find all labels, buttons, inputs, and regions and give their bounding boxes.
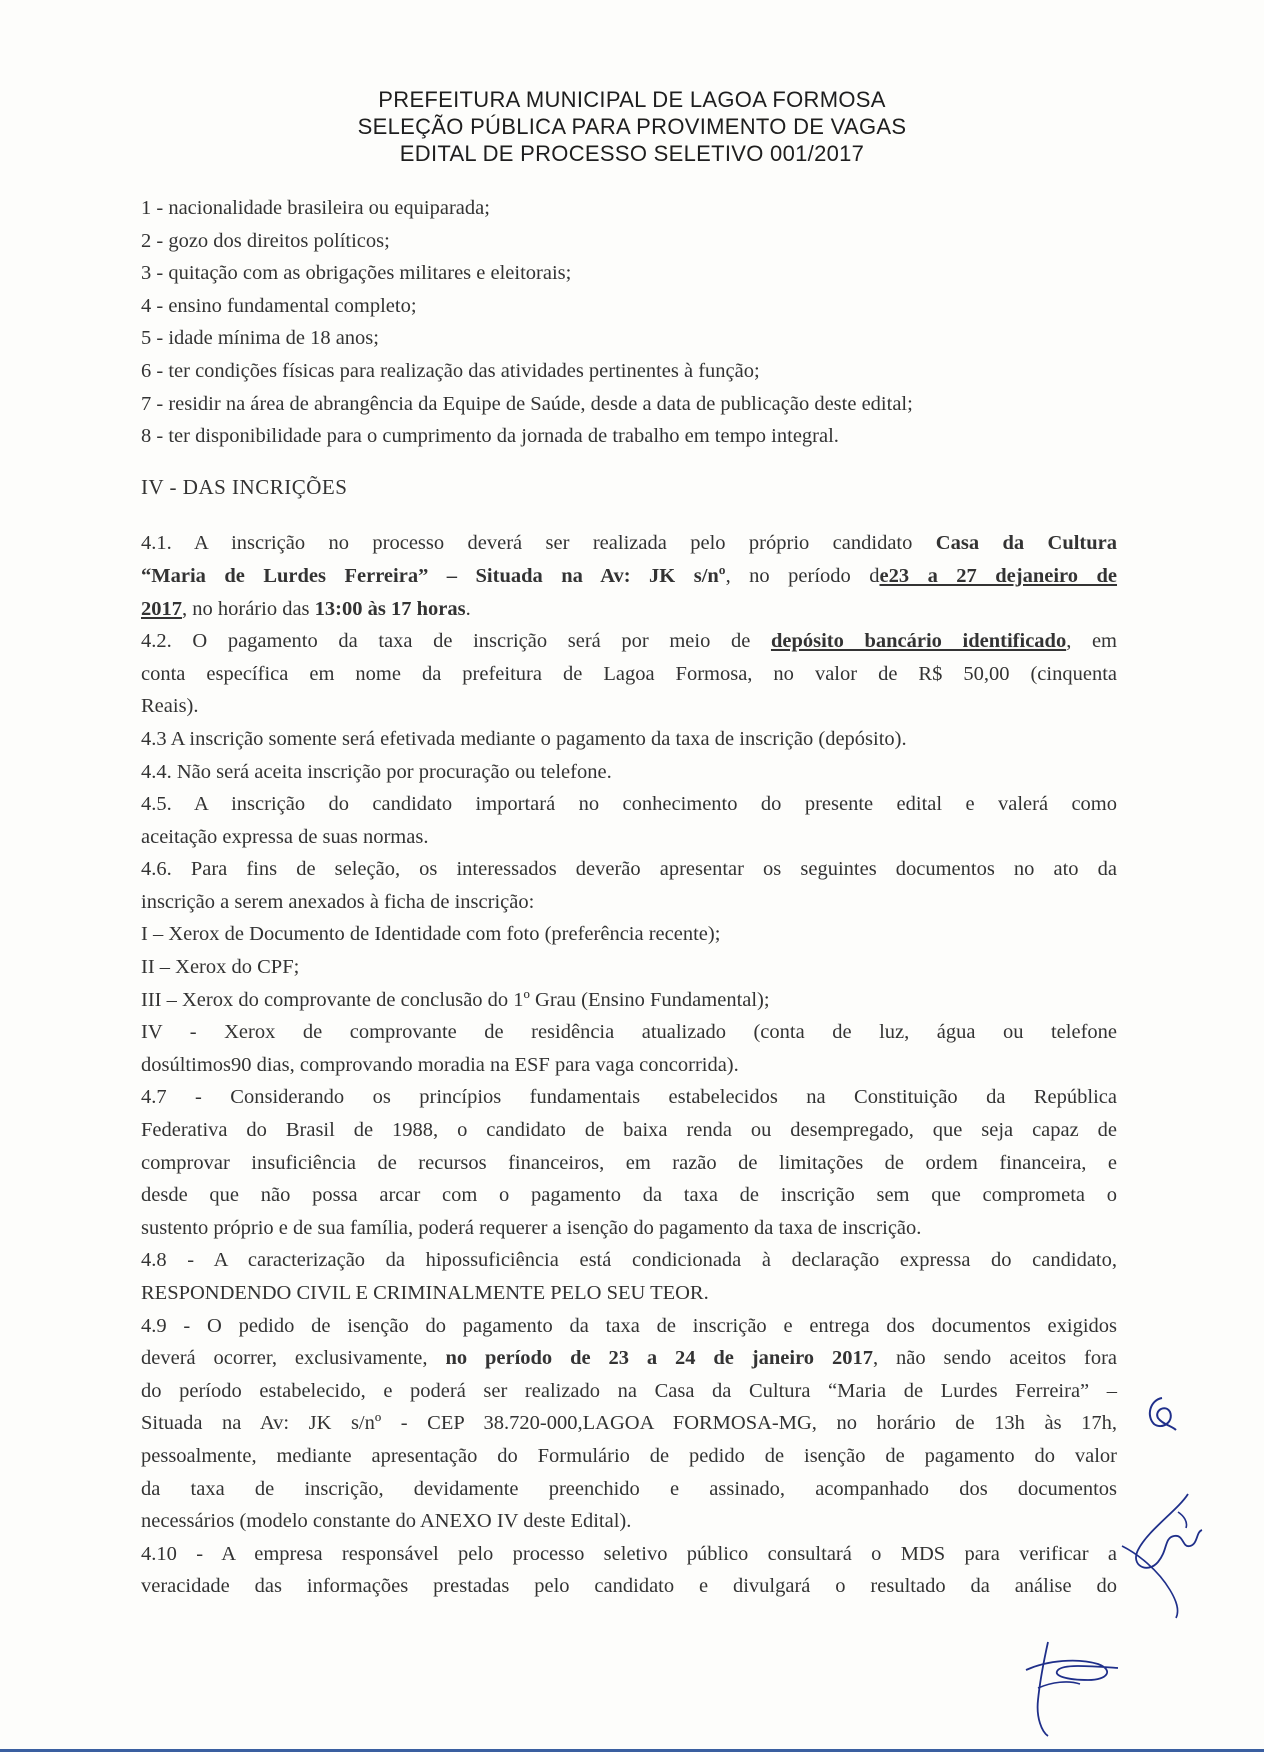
p47-line-3: comprovar insuficiência de recursos financeiros, em razão de limitações de ordem financeira, e: [141, 1151, 1117, 1174]
p49-line-1: 4.9 - O pedido de isenção do pagamento da taxa de inscrição e entrega dos documentos exigidos: [141, 1314, 1117, 1337]
p42-text-end: , em: [1066, 630, 1118, 653]
p49-line-7: necessários (modelo constante do ANEXO IV deste Edital).: [141, 1510, 632, 1533]
p49-period: no período de 23 a 24 de janeiro 2017: [445, 1347, 873, 1370]
paragraph-4-4: 4.4. Não será aceita inscrição por procuração ou telefone.: [141, 760, 612, 783]
p410-line-1: 4.10 - A empresa responsável pelo processo seletivo público consultará o MDS para verificar a: [141, 1542, 1117, 1565]
header-line-3: EDITAL DE PROCESSO SELETIVO 001/2017: [399, 141, 865, 166]
paragraph-4-8: [141, 1244, 1117, 1309]
p42-line-3: Reais).: [141, 695, 199, 718]
requirement-item: 1 - nacionalidade brasileira ou equiparada;: [141, 197, 490, 219]
paragraph-4-10: [141, 1538, 1117, 1603]
p45-line-2: aceitação expressa de suas normas.: [141, 825, 429, 848]
requirement-item: 4 - ensino fundamental completo;: [141, 294, 417, 317]
handwritten-signature: [1018, 1640, 1128, 1740]
p41-bold-place: Casa da Cultura: [935, 532, 1117, 555]
p41-dates: e23 a 27 dejaneiro de: [879, 564, 1118, 587]
p49-text: deverá ocorrer, exclusivamente,: [141, 1347, 428, 1370]
p46-item-4: IV - Xerox de comprovante de residência atualizado (conta de luz, água ou telefone: [141, 1021, 1117, 1044]
p49-line-3: do período estabelecido, e poderá ser realizado na Casa da Cultura “Maria de Lurdes Ferreira” –: [141, 1379, 1117, 1402]
p41-end: .: [465, 597, 471, 620]
p47-line-5: sustento próprio e de sua família, poderá requerer a isenção do pagamento da taxa de inscrição.: [141, 1216, 922, 1239]
p48-line-1: 4.8 - A caracterização da hipossuficiência está condicionada à declaração expressa do candidato,: [141, 1249, 1117, 1272]
paragraph-4-1: [141, 527, 1117, 625]
requirement-item: 6 - ter condições físicas para realização das atividades pertinentes à função;: [141, 359, 760, 382]
header-line-1: PREFEITURA MUNICIPAL DE LAGOA FORMOSA: [378, 87, 886, 112]
paragraph-4-5: [141, 788, 1117, 853]
p49-text-end: , não sendo aceitos fora: [872, 1347, 1118, 1370]
paragraph-4-9: [141, 1310, 1117, 1538]
p41-hours: 13:00 às 17 horas: [314, 597, 466, 620]
p410-line-2: veracidade das informações prestadas pelo candidato e divulgará o resultado da análise do: [141, 1575, 1117, 1598]
p41-text-hours: , no horário das: [182, 597, 310, 620]
paragraph-4-7: [141, 1081, 1117, 1244]
handwritten-rubric-mark: [1118, 1490, 1208, 1620]
requirements-list: [141, 192, 1117, 453]
p42-line-2: conta específica em nome da prefeitura de Lagoa Formosa, no valor de R$ 50,00 (cinquenta: [141, 662, 1117, 685]
document-header: [0, 86, 1264, 167]
requirement-item: 5 - idade mínima de 18 anos;: [141, 327, 379, 350]
section-title: IV - DAS INCRIÇÕES: [141, 474, 348, 499]
p49-line-5: pessoalmente, mediante apresentação do Formulário de pedido de isenção de pagamento do valor: [141, 1444, 1117, 1467]
p48-line-2: RESPONDENDO CIVIL E CRIMINALMENTE PELO SEU TEOR.: [141, 1282, 709, 1304]
p42-text: 4.2. O pagamento da taxa de inscrição será por meio de: [141, 630, 751, 653]
document-body: [141, 192, 1117, 1603]
p45-line-1: 4.5. A inscrição do candidato importará no conhecimento do presente edital e valerá como: [141, 793, 1117, 816]
p41-text-period: , no período d: [725, 564, 880, 587]
requirement-item: 7 - residir na área de abrangência da Equipe de Saúde, desde a data de publicação deste edital;: [141, 392, 913, 415]
p41-year: 2017: [141, 597, 182, 620]
p46-item-3: III – Xerox do comprovante de conclusão do 1º Grau (Ensino Fundamental);: [141, 988, 770, 1011]
paragraph-4-3: 4.3 A inscrição somente será efetivada mediante o pagamento da taxa de inscrição (depósito).: [141, 727, 907, 750]
p49-line-4: Situada na Av: JK s/nº - CEP 38.720-000,LAGOA FORMOSA-MG, no horário de 13h às 17h,: [141, 1412, 1117, 1435]
p46-line-2: inscrição a serem anexados à ficha de inscrição:: [141, 890, 535, 913]
handwritten-initial-mark: [1140, 1390, 1180, 1440]
requirement-item: 3 - quitação com as obrigações militares e eleitorais;: [141, 262, 572, 285]
p49-line-6: da taxa de inscrição, devidamente preenchido e assinado, acompanhado dos documentos: [141, 1477, 1117, 1500]
p41-text: 4.1. A inscrição no processo deverá ser realizada pelo próprio candidato: [141, 532, 913, 555]
p46-item-4-cont: dosúltimos90 dias, comprovando moradia na ESF para vaga concorrida).: [141, 1053, 739, 1076]
paragraph-4-2: [141, 625, 1117, 723]
paragraph-4-6: [141, 853, 1117, 1081]
p46-line-1: 4.6. Para fins de seleção, os interessados deverão apresentar os seguintes documentos no ato da: [141, 858, 1117, 881]
p41-bold-address: “Maria de Lurdes Ferreira” – Situada na Av: JK s/nº: [141, 564, 726, 587]
requirement-item: 8 - ter disponibilidade para o cumprimento da jornada de trabalho em tempo integral.: [141, 425, 839, 448]
p42-deposit: depósito bancário identificado: [770, 630, 1067, 653]
requirement-item: 2 - gozo dos direitos políticos;: [141, 229, 390, 252]
header-line-2: SELEÇÃO PÚBLICA PARA PROVIMENTO DE VAGAS: [357, 114, 907, 139]
p47-line-1: 4.7 - Considerando os princípios fundamentais estabelecidos na Constituição da República: [141, 1086, 1117, 1109]
p47-line-4: desde que não possa arcar com o pagamento da taxa de inscrição sem que comprometa o: [141, 1184, 1117, 1207]
p47-line-2: Federativa do Brasil de 1988, o candidato de baixa renda ou desempregado, que seja capaz de: [141, 1119, 1117, 1142]
p46-item-2: II – Xerox do CPF;: [141, 956, 300, 979]
p46-item-1: I – Xerox de Documento de Identidade com foto (preferência recente);: [141, 923, 721, 946]
